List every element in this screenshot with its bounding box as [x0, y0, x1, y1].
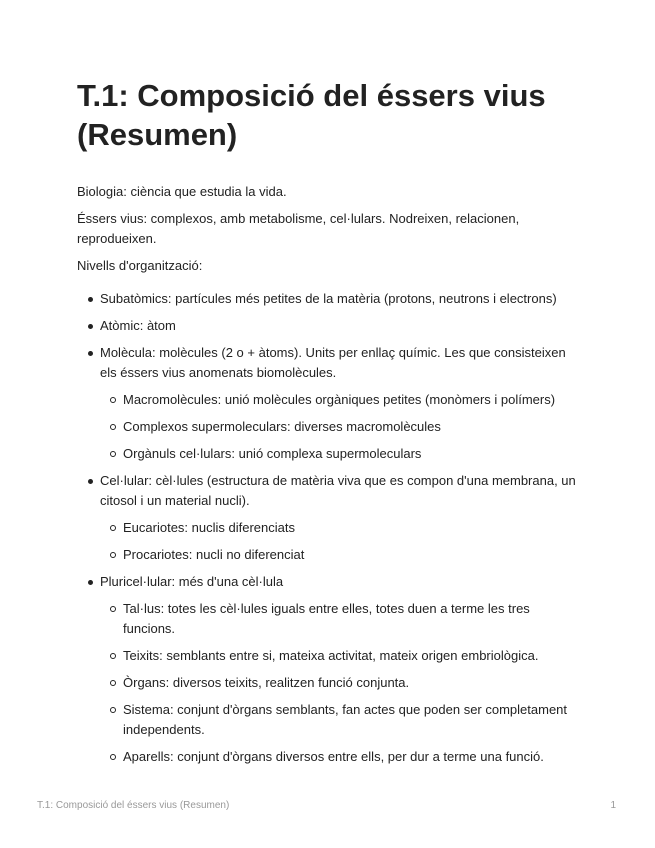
list-item-cellular — [77, 471, 577, 565]
sublist-pluricellular — [100, 599, 577, 767]
list-item-subatomics — [77, 289, 577, 309]
sublist-item: Teixits: semblants entre si, mateixa activitat, mateix origen embriològica. — [100, 646, 577, 666]
page-footer — [37, 799, 616, 813]
sublist-molecula — [100, 390, 577, 464]
document-title: T.1: Composició del éssers vius (Resumen) — [77, 78, 546, 152]
sublist-item: Orgànuls cel·lulars: unió complexa supermoleculars — [100, 444, 577, 464]
list-item-text: Molècula: molècules (2 o + àtoms). Units per enllaç químic. Les que consisteixen els éssers vius anomenats biomolècules. — [100, 345, 566, 380]
paragraph-biologia: Biologia: ciència que estudia la vida. — [77, 184, 287, 199]
list-item-text: Subatòmics: partícules més petites de la matèria (protons, neutrons i electrons) — [100, 291, 557, 306]
sublist-item: Eucariotes: nuclis diferenciats — [100, 518, 577, 538]
sublist-item: Sistema: conjunt d'òrgans semblants, fan actes que poden ser completament independents. — [100, 700, 577, 740]
list-item-atomic — [77, 316, 577, 336]
sublist-item: Aparells: conjunt d'òrgans diversos entre ells, per dur a terme una funció. — [100, 747, 577, 767]
sublist-item: Macromolècules: unió molècules orgàniques petites (monòmers i polímers) — [100, 390, 577, 410]
list-item-pluricellular — [77, 572, 577, 767]
sublist-item: Procariotes: nucli no diferenciat — [100, 545, 577, 565]
paragraph-essers-vius: Éssers vius: complexos, amb metabolisme, cel·lulars. Nodreixen, relacionen, reprodueixen. — [77, 211, 520, 246]
footer-title: T.1: Composició del éssers vius (Resumen) — [37, 800, 230, 811]
organization-levels-list — [77, 289, 577, 767]
list-item-text: Cel·lular: cèl·lules (estructura de matèria viva que es compon d'una membrana, un citosol i un material nucli). — [100, 473, 576, 508]
document-page — [77, 76, 577, 774]
sublist-item: Òrgans: diversos teixits, realitzen funció conjunta. — [100, 673, 577, 693]
list-item-molecula — [77, 343, 577, 464]
sublist-item: Tal·lus: totes les cèl·lules iguals entre elles, totes duen a terme les tres funcions. — [100, 599, 577, 639]
sublist-cellular — [100, 518, 577, 565]
page-number: 1 — [610, 800, 616, 811]
list-item-text: Atòmic: àtom — [100, 318, 176, 333]
sublist-item: Complexos supermoleculars: diverses macromolècules — [100, 417, 577, 437]
list-item-text: Pluricel·lular: més d'una cèl·lula — [100, 574, 284, 589]
paragraph-nivells: Nivells d'organització: — [77, 258, 203, 273]
